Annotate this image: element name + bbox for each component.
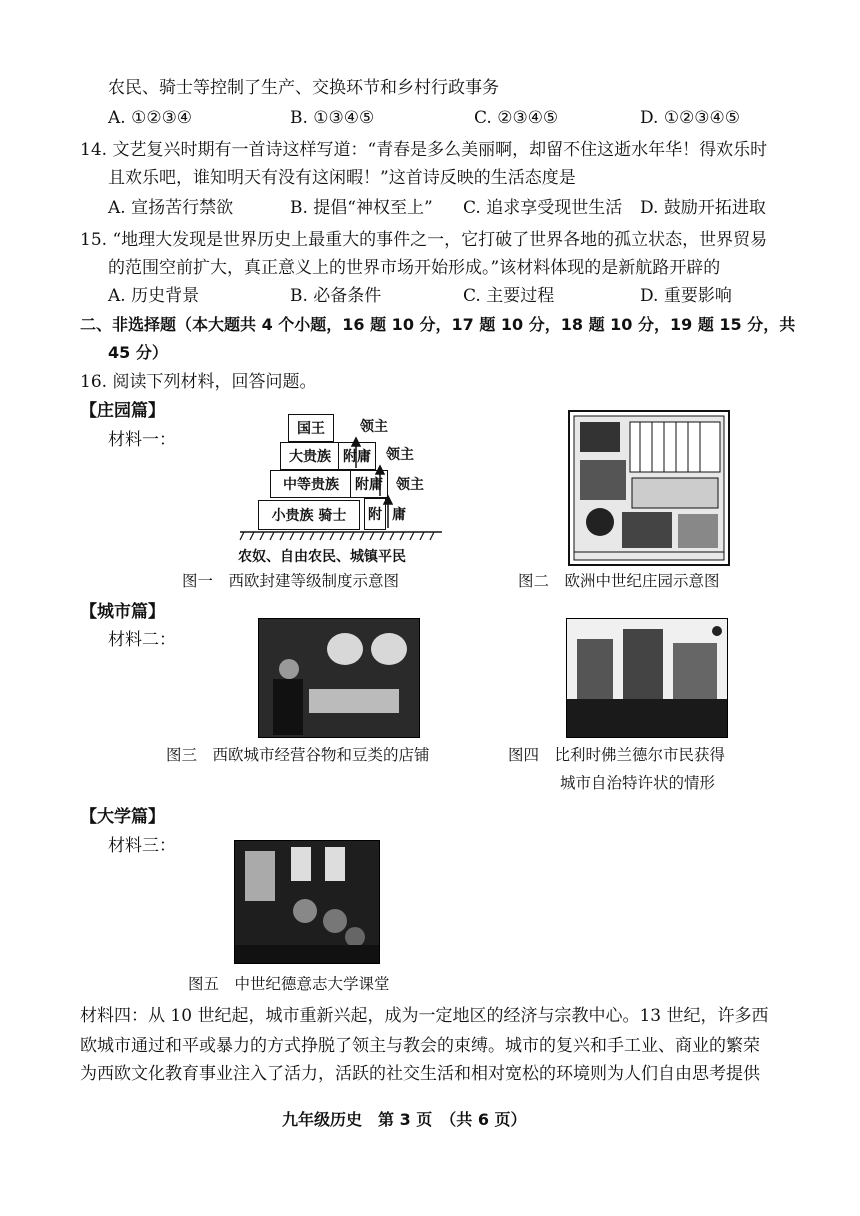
grain-shop-image bbox=[258, 618, 420, 738]
q14-line-1: 14. 文艺复兴时期有一首诗这样写道：“青春是多么美丽啊，却留不住这逝水年华！得欢乐时 bbox=[80, 140, 768, 160]
figure-3-caption: 图三 西欧城市经营谷物和豆类的店铺 bbox=[166, 746, 430, 764]
pyramid-lord-2: 领主 bbox=[386, 447, 414, 463]
pyramid-lord-1: 领主 bbox=[360, 419, 388, 435]
q15-line-2: 的范围空前扩大，真正意义上的世界市场开始形成。”该材料体现的是新航路开辟的 bbox=[108, 258, 721, 278]
university-section-title: 【大学篇】 bbox=[80, 807, 165, 827]
q14-option-b: B. 提倡“神权至上” bbox=[290, 198, 433, 218]
material-4-line-1: 材料四：从 10 世纪起，城市重新兴起，成为一定地区的经济与宗教中心。13 世纪，许多西 bbox=[80, 1006, 769, 1026]
q15-option-c: C. 主要过程 bbox=[463, 286, 555, 306]
pyramid-small-noble-knight: 小贵族 骑士 bbox=[258, 500, 360, 530]
pyramid-king: 国王 bbox=[288, 414, 334, 442]
material-1-label: 材料一： bbox=[108, 430, 176, 450]
figure-4-caption-line-1: 图四 比利时佛兰德尔市民获得 bbox=[508, 746, 726, 764]
pyramid-vassal-3: 附 bbox=[364, 498, 386, 530]
q15-line-1: 15. “地理大发现是世界历史上最重大的事件之一，它打破了世界各地的孤立状态，世界贸易 bbox=[80, 230, 768, 250]
q15-option-a: A. 历史背景 bbox=[108, 286, 200, 306]
pyramid-base: 农奴、自由农民、城镇平民 bbox=[238, 549, 406, 565]
grain-shop-drawing bbox=[259, 619, 419, 737]
feudal-hierarchy-diagram bbox=[236, 410, 446, 570]
material-2-label: 材料二： bbox=[108, 630, 176, 650]
city-charter-drawing bbox=[567, 619, 727, 737]
q13-option-a: A. ①②③④ bbox=[108, 108, 193, 128]
university-classroom-drawing bbox=[235, 841, 379, 963]
q14-option-a: A. 宣扬苦行禁欲 bbox=[108, 198, 234, 218]
q14-option-c: C. 追求享受现世生活 bbox=[463, 198, 623, 218]
pyramid-vassal-1: 附庸 bbox=[338, 442, 376, 470]
q13-option-b: B. ①③④⑤ bbox=[290, 108, 375, 128]
q13-option-d: D. ①②③④⑤ bbox=[640, 108, 741, 128]
pyramid-big-noble: 大贵族 bbox=[280, 442, 340, 470]
university-classroom-image bbox=[234, 840, 380, 964]
q13-text-tail: 农民、骑士等控制了生产、交换环节和乡村行政事务 bbox=[108, 78, 499, 98]
page-footer: 九年级历史 第 3 页 （共 6 页） bbox=[282, 1110, 527, 1129]
material-4-line-3: 为西欧文化教育事业注入了活力，活跃的社交生活和相对宽松的环境则为人们自由思考提供 bbox=[80, 1064, 760, 1084]
q14-option-d: D. 鼓励开拓进取 bbox=[640, 198, 766, 218]
figure-4-caption-line-2: 城市自治特许状的情形 bbox=[560, 774, 716, 792]
pyramid-mid-noble: 中等贵族 bbox=[270, 470, 352, 498]
q15-option-d: D. 重要影响 bbox=[640, 286, 732, 306]
city-section-title: 【城市篇】 bbox=[80, 602, 165, 622]
manor-section-title: 【庄园篇】 bbox=[80, 401, 165, 421]
figure-2-caption: 图二 欧洲中世纪庄园示意图 bbox=[518, 572, 720, 590]
manor-map-drawing bbox=[570, 412, 728, 564]
manor-map-image bbox=[568, 410, 730, 566]
material-4-line-2: 欧城市通过和平或暴力的方式挣脱了领主与教会的束缚。城市的复兴和手工业、商业的繁荣 bbox=[80, 1036, 760, 1056]
q14-line-2: 且欢乐吧，谁知明天有没有这闲暇！”这首诗反映的生活态度是 bbox=[108, 168, 576, 188]
figure-5-caption: 图五 中世纪德意志大学课堂 bbox=[188, 975, 390, 993]
city-charter-image bbox=[566, 618, 728, 738]
pyramid-vassal-3-b: 庸 bbox=[392, 507, 406, 523]
material-3-label: 材料三： bbox=[108, 836, 176, 856]
q15-option-b: B. 必备条件 bbox=[290, 286, 382, 306]
section-2-heading: 二、非选择题（本大题共 4 个小题，16 题 10 分，17 题 10 分，18 题 10 分，19 题 15 分，共 bbox=[80, 315, 796, 334]
q16-prompt: 16. 阅读下列材料，回答问题。 bbox=[80, 372, 317, 392]
pyramid-vassal-2: 附庸 bbox=[350, 470, 388, 498]
section-2-heading-cont: 45 分） bbox=[108, 343, 168, 362]
figure-1-caption: 图一 西欧封建等级制度示意图 bbox=[182, 572, 400, 590]
q13-option-c: C. ②③④⑤ bbox=[474, 108, 559, 128]
pyramid-lord-3: 领主 bbox=[396, 477, 424, 493]
